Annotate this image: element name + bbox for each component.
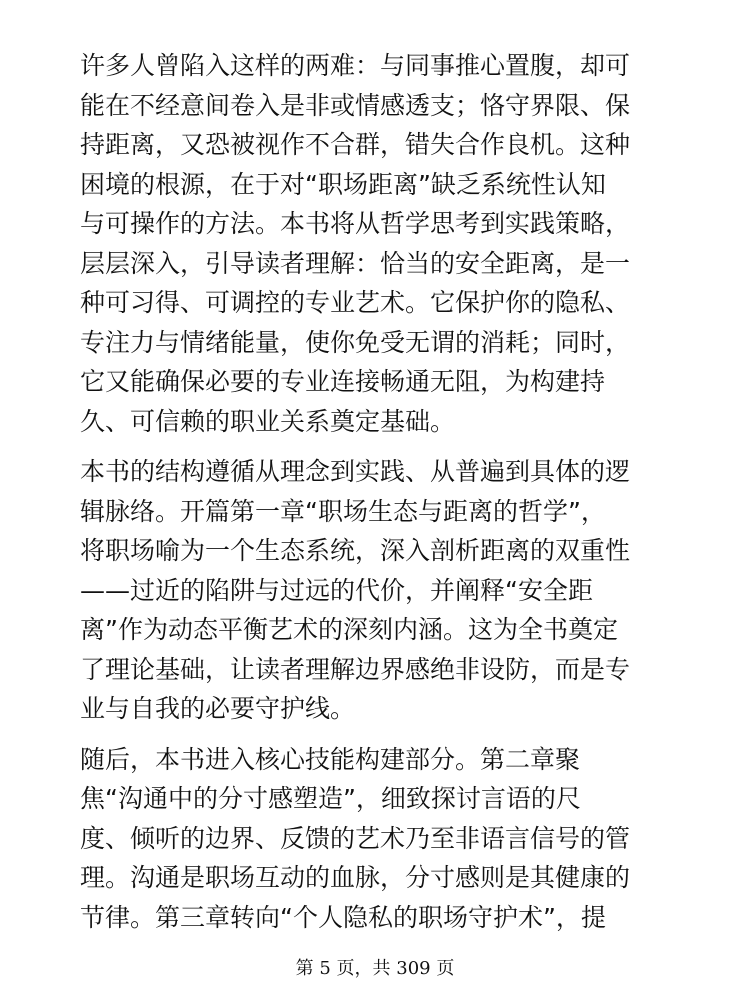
text-line: 业与自我的必要守护线。 bbox=[80, 694, 356, 723]
text-line: 与可操作的方法。本书将从哲学思考到实践策略， bbox=[80, 209, 631, 238]
text-line: 专注力与情绪能量，使你免受无谓的消耗；同时， bbox=[80, 327, 631, 357]
text-line: 持距离，又恐被视作不合群，错失合作良机。这种 bbox=[80, 130, 631, 159]
text-line: 它又能确保必要的专业连接畅通无阻，为构建持 bbox=[80, 367, 606, 396]
text-line: 离”作为动态平衡艺术的深刻内涵。这为全书奠定 bbox=[80, 615, 618, 644]
text-line: 随后，本书进入核心技能构建部分。第二章聚 bbox=[80, 744, 581, 774]
page-number-footer: 第 5 页，共 309 页 bbox=[295, 958, 455, 979]
paragraph-3 bbox=[80, 740, 672, 938]
text-line: 久、可信赖的职业关系奠定基础。 bbox=[80, 406, 456, 436]
text-line: 能在不经意间卷入是非或情感透支；恪守界限、保 bbox=[80, 90, 631, 120]
text-line: 了理论基础，让读者理解边界感绝非设防，而是专 bbox=[80, 654, 631, 684]
paragraph-1 bbox=[80, 46, 672, 441]
text-line: 层层深入，引导读者理解：恰当的安全距离，是一 bbox=[80, 248, 631, 278]
text-line: 许多人曾陷入这样的两难：与同事推心置腹，却可 bbox=[80, 51, 631, 80]
text-line: 本书的结构遵循从理念到实践、从普遍到具体的逻 bbox=[80, 457, 631, 486]
text-line: 理。沟通是职场互动的血脉，分寸感则是其健康的 bbox=[80, 863, 631, 892]
text-line: 节律。第三章转向“个人隐私的职场守护术”，提 bbox=[80, 902, 606, 932]
text-line: 度、倾听的边界、反馈的艺术乃至非语言信号的管 bbox=[80, 823, 631, 853]
text-line: 焦“沟通中的分寸感塑造”，细致探讨言语的尺 bbox=[80, 784, 581, 813]
body-text bbox=[80, 46, 672, 937]
text-line: 辑脉络。开篇第一章“职场生态与距离的哲学”， bbox=[80, 496, 606, 526]
text-line: 困境的根源，在于对“职场距离”缺乏系统性认知 bbox=[80, 169, 606, 199]
paragraph-2 bbox=[80, 452, 672, 729]
text-line: ——过近的陷阱与过远的代价，并阐释“安全距 bbox=[80, 575, 593, 605]
text-line: 将职场喻为一个生态系统，深入剖析距离的双重性 bbox=[80, 536, 631, 565]
text-line: 种可习得、可调控的专业艺术。它保护你的隐私、 bbox=[80, 288, 631, 317]
